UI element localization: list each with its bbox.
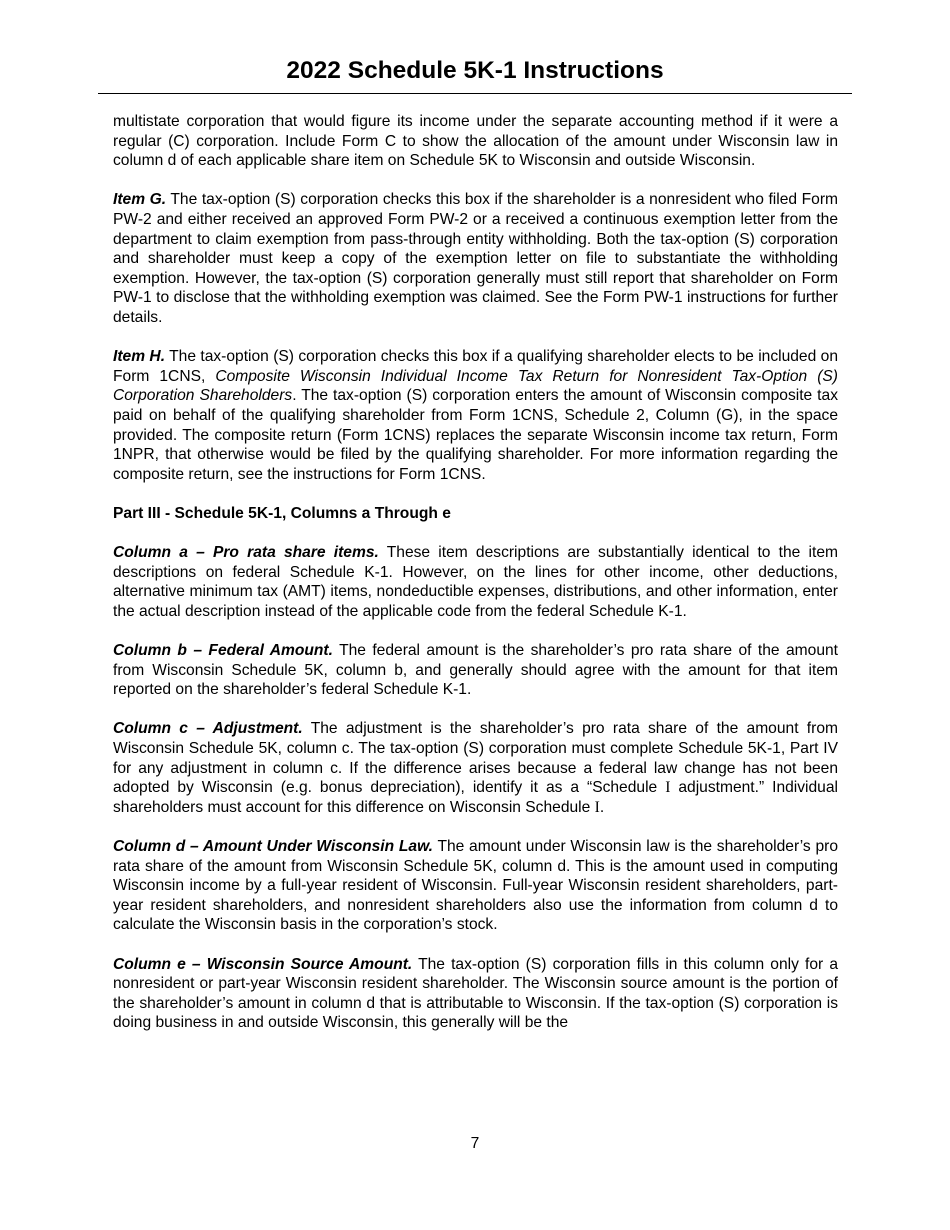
part-iii-heading: Part III - Schedule 5K-1, Columns a Through e <box>113 504 451 522</box>
column-e-paragraph <box>113 955 838 1033</box>
column-b-paragraph <box>113 641 838 700</box>
column-a-lead: Column a – Pro rata share items. <box>113 544 379 562</box>
column-e-text: The tax-option (S) corporation fills in this column only for a nonresident or part-year Wisconsin resident shareholder. The Wisconsin source amount is the portion of the shareholder’s amount in column d that is attributable to Wisconsin. If the tax-option (S) corporation is doing business in and outside Wisconsin, this generally will be the <box>113 955 838 1032</box>
column-a-paragraph <box>113 543 838 621</box>
column-a-text: These item descriptions are substantially identical to the item descriptions on federal Schedule K-1. However, on the lines for other income, other deductions, alternative minimum tax (AMT) items, nondeductible expenses, distributions, and other information, enter the actual description instead of the applicable code from the federal Schedule K-1. <box>113 544 839 620</box>
column-c-schedule-letter-1: I <box>665 779 671 797</box>
column-b-text: The federal amount is the shareholder’s pro rata share of the amount from Wisconsin Schedule 5K, column b, and generally should agree with the amount for that item reported on the shareholder’s federal Schedule K-1. <box>113 642 838 699</box>
intro-paragraph: multistate corporation that would figure its income under the separate accounting method if it were a regular (C) corporation. Include Form C to show the allocation of the amount under Wisconsin law in column d of each applicable share item on Schedule 5K to Wisconsin and outside Wisconsin. <box>113 113 838 170</box>
column-c-text-1: The adjustment is the shareholder’s pro rata share of the amount from Wisconsin Schedule 5K, column c. The tax-option (S) corporation must complete Schedule 5K-1, Part IV for any adjustment in column c. If the difference arises because a federal law change has not been adopted by Wisconsin (e.g. bonus depreciation), identify it as a “Schedule <box>113 720 838 797</box>
item-g-lead: Item G. <box>113 191 167 209</box>
column-c-schedule-letter-2: I <box>594 798 600 816</box>
item-g-paragraph <box>113 190 838 327</box>
column-e-lead: Column e – Wisconsin Source Amount. <box>113 955 413 973</box>
header-divider <box>98 93 852 94</box>
page-number: 7 <box>470 1135 480 1152</box>
column-d-text: The amount under Wisconsin law is the shareholder’s pro rata share of the amount from Wisconsin Schedule 5K, column d. This is the amount used in computing Wisconsin income by a full-year resident of Wisconsin. Full-year Wisconsin resident shareholders, part-year resident shareholders, and nonresident shareholders also use the information from column d to calculate the Wisconsin basis in the corporation’s stock. <box>113 837 838 934</box>
page-title: 2022 Schedule 5K-1 Instructions <box>286 57 664 84</box>
item-h-form-title: Composite Wisconsin Individual Income Tax Return for Nonresident Tax-Option (S) Corporation Shareholders <box>113 367 838 405</box>
column-d-lead: Column d – Amount Under Wisconsin Law. <box>113 837 433 855</box>
item-h-text-1: The tax-option (S) corporation checks this box if a qualifying shareholder elects to be included on Form 1CNS, <box>113 348 838 385</box>
column-c-text-3: . <box>599 798 605 816</box>
column-c-paragraph <box>113 719 838 817</box>
column-c-lead: Column c – Adjustment. <box>113 720 303 738</box>
column-c-text-2: adjustment.” Individual shareholders must account for this difference on Wisconsin Schedule <box>113 779 838 816</box>
item-h-paragraph <box>113 347 838 484</box>
column-b-lead: Column b – Federal Amount. <box>113 642 333 660</box>
item-h-text-2: . The tax-option (S) corporation enters the amount of Wisconsin composite tax paid on behalf of the qualifying shareholder from Form 1CNS, Schedule 2, Column (G), in the space provided. The composite return (Form 1CNS) replaces the separate Wisconsin income tax return, Form 1NPR, that otherwise would be filed by the qualifying shareholder. For more information regarding the composite return, see the instructions for Form 1CNS. <box>113 387 838 483</box>
document-body <box>113 112 838 1033</box>
item-g-text: The tax-option (S) corporation checks this box if the shareholder is a nonresident who filed Form PW-2 and either received an approved Form PW-2 or a received a continuous exemption letter from the department to claim exemption from pass-through entity withholding. Both the tax-option (S) corporation and shareholder must keep a copy of the exemption letter on file to substantiate the withholding exemption. However, the tax-option (S) corporation generally must still report that shareholder on Form PW-1 to disclose that the withholding exemption was claimed. See the Form PW-1 instructions for further details. <box>113 191 839 326</box>
item-h-lead: Item H. <box>113 348 166 366</box>
column-d-paragraph <box>113 837 838 935</box>
